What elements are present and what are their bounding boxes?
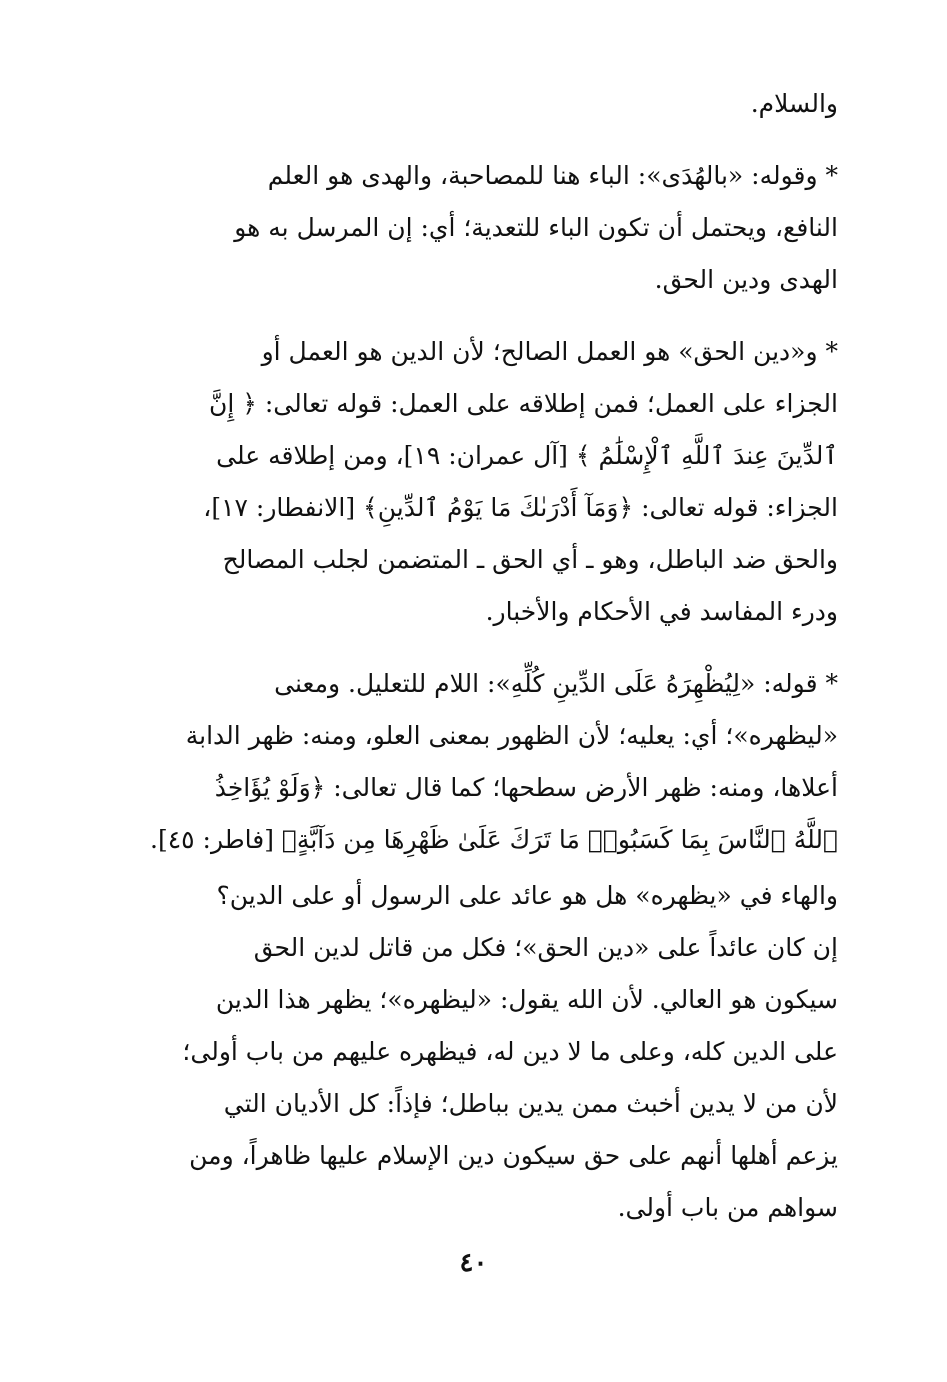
text-line: ٱلدِّينَ عِندَ ٱللَّهِ ٱلْإِسْلَٰمُ ﴾ [آل عمران: ١٩]، ومن إطلاقه على <box>216 441 838 470</box>
text-line: الجزاء على العمل؛ فمن إطلاقه على العمل: قوله تعالى: ﴿ إِنَّ <box>208 389 838 418</box>
text-line: النافع، ويحتمل أن تكون الباء للتعدية؛ أي: إن المرسل به هو <box>234 213 838 242</box>
text-line: سواهم من باب أولى. <box>617 1193 838 1222</box>
text-line: الهدى ودين الحق. <box>654 265 838 294</box>
text-line: * قوله: «لِيُظْهِرَهُ عَلَى الدِّينِ كُلِّهِ»: اللام للتعليل. ومعنى <box>274 669 838 698</box>
text-line: ودرء المفاسد في الأحكام والأخبار. <box>485 597 838 626</box>
text-line: * و«دين الحق» هو العمل الصالح؛ لأن الدين هو العمل أو <box>261 337 838 366</box>
text-line: والحق ضد الباطل، وهو ـ أي الحق ـ المتضمن لجلب المصالح <box>222 545 838 574</box>
text-line: «ليظهره»؛ أي: يعليه؛ لأن الظهور بمعنى العلو، ومنه: ظهر الدابة <box>185 721 838 750</box>
text-line: إن كان عائداً على «دين الحق»؛ فكل من قاتل لدين الحق <box>253 933 838 962</box>
paragraph-spacer <box>120 638 838 658</box>
paragraph-spacer <box>120 130 838 150</box>
text-line: سيكون هو العالي. لأن الله يقول: «ليظهره»؛ يظهر هذا الدين <box>215 985 838 1014</box>
paragraph-spacer <box>120 306 838 326</box>
text-line: يزعم أهلها أنهم على حق سيكون دين الإسلام عليها ظاهراً، ومن <box>189 1141 838 1170</box>
text-line: والهاء في «يظهره» هل هو عائد على الرسول أو على الدين؟ <box>216 881 838 910</box>
text-line: * وقوله: «بالهُدَى»: الباء هنا للمصاحبة، والهدى هو العلم <box>267 161 838 190</box>
text-line: على الدين كله، وعلى ما لا دين له، فيظهره عليهم من باب أولى؛ <box>182 1037 838 1066</box>
text-line: الجزاء: قوله تعالى: ﴿وَمَآ أَدْرَىٰكَ مَا يَوْمُ ٱلدِّينِ﴾ [الانفطار: ١٧]، <box>203 493 838 522</box>
text-line: لأن من لا يدين أخبث ممن يدين بباطل؛ فإذاً: كل الأديان التي <box>223 1089 838 1118</box>
text-line: ٱللَّهُ ٱلنَّاسَ بِمَا كَسَبُوا۟ مَا تَرَكَ عَلَىٰ ظَهْرِهَا مِن دَآبَّةٍ﴾ [فاطر: ٤٥]. <box>150 825 838 854</box>
page-body <box>120 78 838 1234</box>
text-line: والسلام. <box>750 89 838 118</box>
page-number: ٤٠ <box>459 1248 488 1278</box>
text-line: أعلاها، ومنه: ظهر الأرض سطحها؛ كما قال تعالى: ﴿وَلَوْ يُؤَاخِذُ <box>214 773 838 802</box>
